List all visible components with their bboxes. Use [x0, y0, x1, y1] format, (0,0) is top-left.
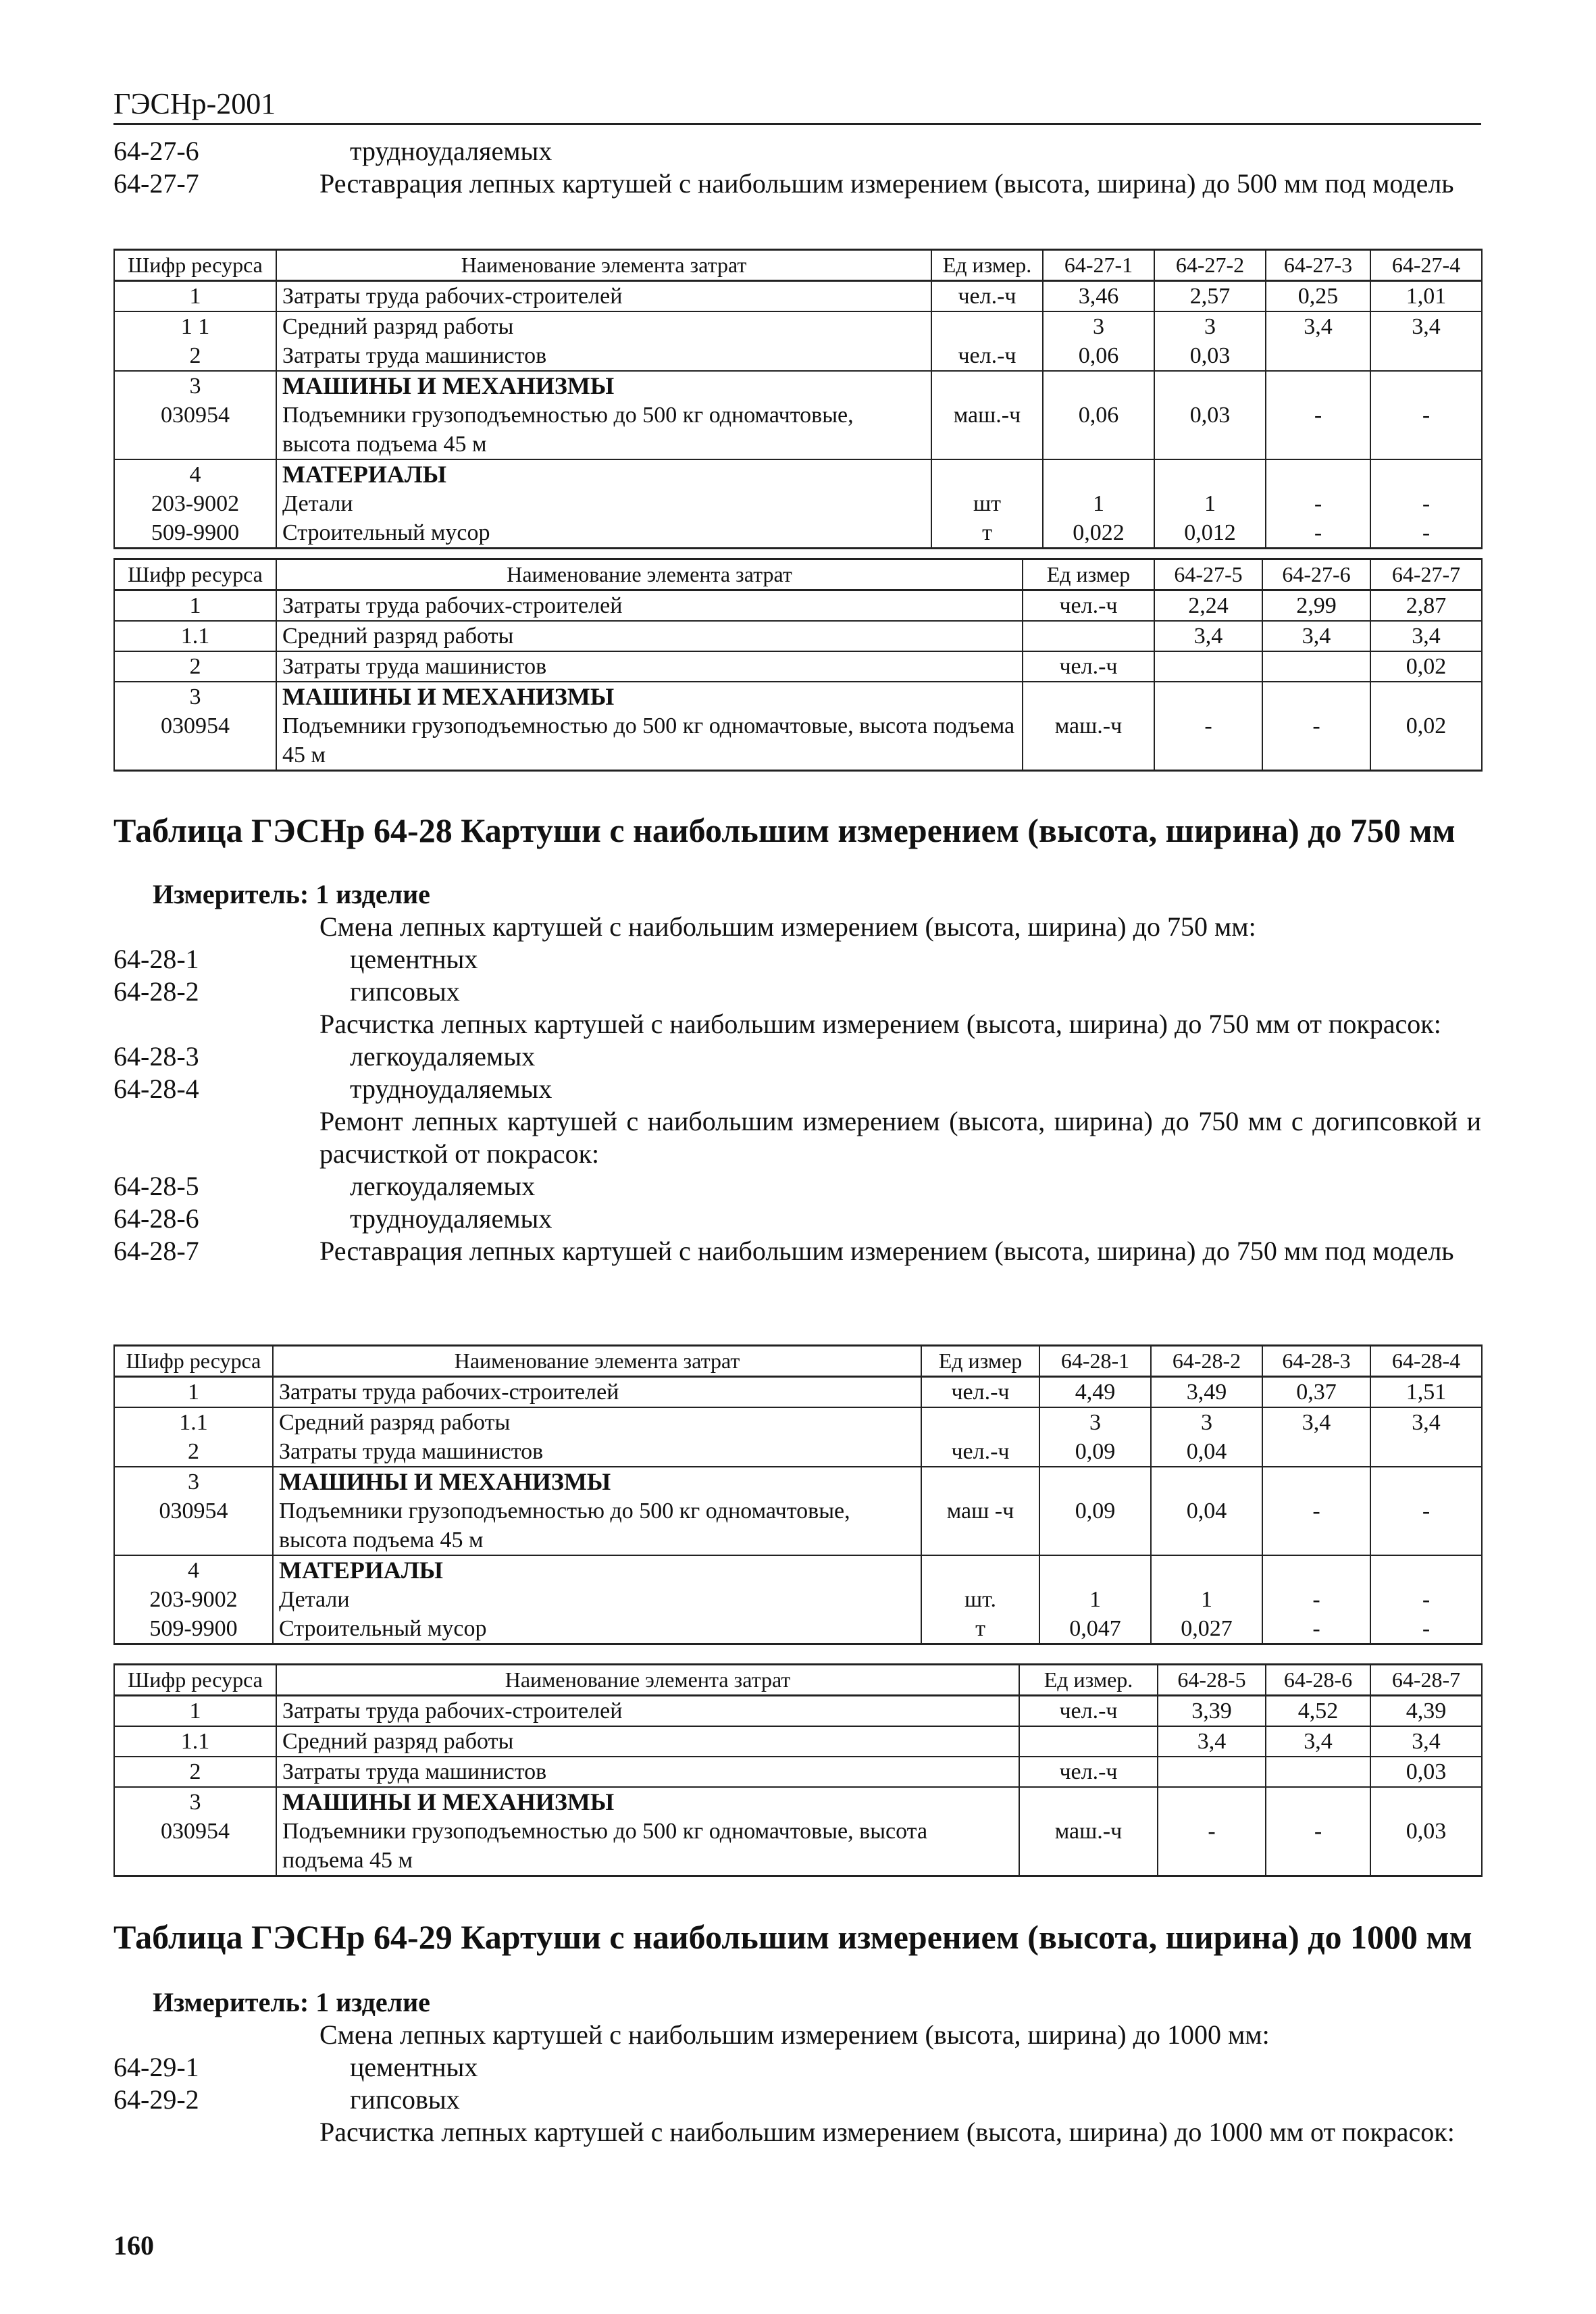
item-text: Смена лепных картушей с наибольшим измерением (высота, ширина) до 1000 мм:	[319, 2019, 1270, 2050]
table-cell: 3,4	[1370, 1726, 1482, 1757]
table-row	[114, 1817, 1482, 1876]
table-cell: 2	[114, 1437, 273, 1467]
table-cell: 1	[1154, 489, 1266, 518]
table-cell: 0,06	[1043, 401, 1154, 459]
table-cell	[1039, 1555, 1151, 1585]
table-cell: -	[1154, 711, 1262, 771]
table-cell	[1370, 1467, 1482, 1496]
table-cell	[1151, 1555, 1262, 1585]
table-cell: 3,4	[1370, 311, 1482, 341]
table-header-row	[114, 1665, 1482, 1696]
table-cell: -	[1266, 401, 1370, 459]
table-cell: -	[1370, 1585, 1482, 1614]
table-row	[114, 1496, 1482, 1555]
column-header: 64-27-7	[1370, 559, 1482, 590]
table-cell	[1262, 1437, 1370, 1467]
item-code: 64-28-6	[113, 1203, 199, 1234]
table-row	[114, 1467, 1482, 1496]
table-cell	[921, 1407, 1039, 1437]
list-item	[113, 2084, 1481, 2116]
table-cell: 3,4	[1262, 1407, 1370, 1437]
column-header: Наименование элемента затрат	[276, 559, 1023, 590]
table-row	[114, 371, 1482, 401]
table-cell	[1151, 1467, 1262, 1496]
table-cell: 1	[1043, 489, 1154, 518]
table-cell: 0,02	[1370, 711, 1482, 771]
table-cell	[1266, 341, 1370, 371]
table-cell: -	[1262, 1585, 1370, 1614]
table-cell: 0,09	[1039, 1437, 1151, 1467]
table-64-28-part1	[113, 1344, 1483, 1645]
item-text: Расчистка лепных картушей с наибольшим измерением (высота, ширина) до 750 мм от покрасок:	[319, 1009, 1441, 1039]
table-cell	[1266, 1757, 1370, 1787]
table-cell: 3	[114, 371, 276, 401]
table-row	[114, 1726, 1482, 1757]
table-cell: шт.	[921, 1585, 1039, 1614]
table-cell	[931, 459, 1043, 489]
table-cell: 0,03	[1154, 341, 1266, 371]
table-cell: 3,4	[1154, 621, 1262, 651]
list-item	[113, 1170, 1481, 1203]
table-cell: чел.-ч	[1023, 590, 1154, 622]
table-cell: 3,46	[1043, 281, 1154, 312]
table-cell: шт	[931, 489, 1043, 518]
table-cell: -	[1370, 489, 1482, 518]
column-header: Наименование элемента затрат	[273, 1346, 921, 1377]
item-text: легкоудаляемых	[350, 1171, 536, 1201]
table-cell: МАТЕРИАЛЫ	[273, 1555, 921, 1585]
table-cell: Затраты труда рабочих-строителей	[273, 1377, 921, 1408]
table-cell: чел.-ч	[931, 341, 1043, 371]
item-text: гипсовых	[350, 976, 460, 1007]
column-header: Ед измер	[1023, 559, 1154, 590]
table-cell: -	[1370, 518, 1482, 549]
table-cell: 2,99	[1262, 590, 1370, 622]
table-cell: Затраты труда машинистов	[276, 651, 1023, 682]
table-cell	[1158, 1787, 1266, 1817]
table-cell: 3,4	[1370, 1407, 1482, 1437]
item-code: 64-28-5	[113, 1171, 199, 1201]
running-header: ГЭСНр-2001	[113, 87, 276, 120]
table-cell: 0,047	[1039, 1614, 1151, 1644]
table-cell: Средний разряд работы	[276, 311, 931, 341]
list-item	[113, 168, 1481, 200]
table-cell: чел.-ч	[921, 1377, 1039, 1408]
item-code: 64-28-3	[113, 1041, 199, 1072]
table-cell: 0,03	[1370, 1817, 1482, 1876]
table-64-27-part1	[113, 249, 1483, 549]
column-header: Шифр ресурса	[114, 1346, 273, 1377]
table-cell: Затраты труда рабочих-строителей	[276, 281, 931, 312]
item-code: 64-28-7	[113, 1236, 199, 1266]
table-cell: 509-9900	[114, 518, 276, 549]
table-cell: 2	[114, 341, 276, 371]
table-cell: -	[1266, 518, 1370, 549]
table-cell: Средний разряд работы	[276, 621, 1023, 651]
item-code: 64-27-6	[113, 136, 199, 166]
table-64-29-title: Таблица ГЭСНр 64-29 Картуши с наибольшим измерением (высота, ширина) до 1000 мм	[113, 1918, 1472, 1956]
meter-label: Измеритель:	[153, 879, 309, 909]
table-cell: Детали	[276, 489, 931, 518]
table-cell: 1	[1151, 1585, 1262, 1614]
table-row	[114, 1787, 1482, 1817]
table-cell: 3	[1039, 1407, 1151, 1437]
column-header: Ед измер	[921, 1346, 1039, 1377]
top-item-list	[113, 135, 1481, 200]
table-cell: Затраты труда машинистов	[276, 1757, 1019, 1787]
table-cell	[921, 1467, 1039, 1496]
table-cell: 4	[114, 1555, 273, 1585]
table-cell: 1	[114, 590, 276, 622]
table-row	[114, 489, 1482, 518]
table-cell	[1370, 371, 1482, 401]
table-row	[114, 1696, 1482, 1727]
table-row	[114, 341, 1482, 371]
table-cell: 1,01	[1370, 281, 1482, 312]
table-cell	[931, 371, 1043, 401]
table-cell: -	[1266, 489, 1370, 518]
table-row	[114, 401, 1482, 459]
column-header: 64-27-4	[1370, 250, 1482, 281]
item-code	[113, 2019, 319, 2051]
table-cell: 2,87	[1370, 590, 1482, 622]
column-header: 64-28-7	[1370, 1665, 1482, 1696]
item-code	[113, 1105, 319, 1170]
table-cell: Средний разряд работы	[273, 1407, 921, 1437]
table-cell: -	[1266, 1817, 1370, 1876]
table-cell	[1019, 1726, 1158, 1757]
table-cell: Средний разряд работы	[276, 1726, 1019, 1757]
table-cell: 030954	[114, 711, 276, 771]
table-cell: 3,39	[1158, 1696, 1266, 1727]
table-cell	[1262, 651, 1370, 682]
table-cell: 1.1	[114, 1726, 276, 1757]
item-code	[113, 911, 319, 943]
table-cell	[1043, 371, 1154, 401]
item-text: гипсовых	[350, 2084, 460, 2115]
table-cell: 3,4	[1158, 1726, 1266, 1757]
page-number: 160	[113, 2230, 154, 2261]
column-header: 64-28-2	[1151, 1346, 1262, 1377]
table-64-28-title: Таблица ГЭСНр 64-28 Картуши с наибольшим измерением (высота, ширина) до 750 мм	[113, 811, 1456, 849]
table-cell: 2	[114, 651, 276, 682]
item-text: цементных	[350, 944, 478, 974]
table-cell	[1266, 1787, 1370, 1817]
column-header: 64-27-5	[1154, 559, 1262, 590]
table-cell: 4	[114, 459, 276, 489]
table-cell: маш.-ч	[1023, 711, 1154, 771]
table-cell: Строительный мусор	[276, 518, 931, 549]
item-text: трудноудаляемых	[350, 1203, 552, 1234]
table-cell: Подъемники грузоподъемностью до 500 кг одномачтовые, высота подъема 45 м	[273, 1496, 921, 1555]
table-cell	[1043, 459, 1154, 489]
table-row	[114, 311, 1482, 341]
item-text: легкоудаляемых	[350, 1041, 536, 1072]
table-cell: 1	[114, 1377, 273, 1408]
table-cell: 3	[114, 1787, 276, 1817]
table-cell: 0,022	[1043, 518, 1154, 549]
column-header: 64-28-6	[1266, 1665, 1370, 1696]
table-cell: Подъемники грузоподъемностью до 500 кг одномачтовые, высота подъема 45 м	[276, 711, 1023, 771]
table-cell: Затраты труда машинистов	[276, 341, 931, 371]
list-item	[113, 1073, 1481, 1105]
table-cell: МАШИНЫ И МЕХАНИЗМЫ	[276, 1787, 1019, 1817]
table-cell: Строительный мусор	[273, 1614, 921, 1644]
item-text: Ремонт лепных картушей с наибольшим измерением (высота, ширина) до 750 мм с догипсовкой и расчисткой от покрасок:	[319, 1106, 1481, 1169]
table-cell: 4,49	[1039, 1377, 1151, 1408]
item-text: трудноудаляемых	[350, 136, 552, 166]
item-text: Реставрация лепных картушей с наибольшим измерением (высота, ширина) до 500 мм под модель	[319, 168, 1454, 199]
table-row	[114, 1437, 1482, 1467]
table-cell: 0,012	[1154, 518, 1266, 549]
list-item	[113, 2019, 1481, 2051]
list-item	[113, 911, 1481, 943]
table-cell	[1154, 371, 1266, 401]
item-list-64-29	[113, 2019, 1481, 2148]
table-cell: 0,04	[1151, 1437, 1262, 1467]
column-header: Ед измер.	[931, 250, 1043, 281]
table-cell: маш.-ч	[931, 401, 1043, 459]
column-header: 64-27-1	[1043, 250, 1154, 281]
table-cell: Затраты труда рабочих-строителей	[276, 590, 1023, 622]
table-cell: 0,09	[1039, 1496, 1151, 1555]
table-cell: 030954	[114, 401, 276, 459]
table-cell: 203-9002	[114, 489, 276, 518]
table-cell: МАШИНЫ И МЕХАНИЗМЫ	[273, 1467, 921, 1496]
table-row	[114, 621, 1482, 651]
table-row	[114, 281, 1482, 312]
table-cell: Затраты труда рабочих-строителей	[276, 1696, 1019, 1727]
table-cell: чел.-ч	[1019, 1696, 1158, 1727]
table-cell	[1262, 1555, 1370, 1585]
column-header: 64-27-6	[1262, 559, 1370, 590]
table-cell	[1154, 459, 1266, 489]
table-cell: МАШИНЫ И МЕХАНИЗМЫ	[276, 682, 1023, 711]
table-cell	[1262, 682, 1370, 711]
column-header: 64-28-1	[1039, 1346, 1151, 1377]
meter-label: Измеритель:	[153, 1987, 309, 2017]
meter-64-29	[113, 1986, 1481, 2019]
list-item	[113, 1040, 1481, 1073]
column-header: Шифр ресурса	[114, 1665, 276, 1696]
table-cell: маш -ч	[921, 1496, 1039, 1555]
column-header: Наименование элемента затрат	[276, 250, 931, 281]
table-64-27-part2	[113, 558, 1483, 772]
table-cell: 1.1	[114, 621, 276, 651]
item-code: 64-28-1	[113, 944, 199, 974]
table-cell: 0,04	[1151, 1496, 1262, 1555]
table-header-row	[114, 1346, 1482, 1377]
table-cell: -	[1158, 1817, 1266, 1876]
meter-64-28	[113, 878, 1481, 911]
column-header: 64-28-5	[1158, 1665, 1266, 1696]
column-header: 64-27-3	[1266, 250, 1370, 281]
table-cell: т	[921, 1614, 1039, 1644]
item-code: 64-28-4	[113, 1074, 199, 1104]
table-cell: 509-9900	[114, 1614, 273, 1644]
table-header-row	[114, 559, 1482, 590]
table-row	[114, 1585, 1482, 1614]
table-cell: МАШИНЫ И МЕХАНИЗМЫ	[276, 371, 931, 401]
table-cell	[931, 311, 1043, 341]
table-cell: 4,39	[1370, 1696, 1482, 1727]
table-cell: Детали	[273, 1585, 921, 1614]
table-cell: -	[1262, 1614, 1370, 1644]
table-cell: МАТЕРИАЛЫ	[276, 459, 931, 489]
list-item	[113, 2116, 1481, 2148]
table-cell: 1,51	[1370, 1377, 1482, 1408]
table-cell: 030954	[114, 1817, 276, 1876]
table-cell: 3,4	[1266, 311, 1370, 341]
list-item	[113, 1203, 1481, 1235]
table-cell: 3,4	[1262, 621, 1370, 651]
item-code: 64-29-1	[113, 2052, 199, 2082]
table-cell	[1262, 1467, 1370, 1496]
item-code: 64-29-2	[113, 2084, 199, 2115]
table-cell	[1154, 651, 1262, 682]
table-cell: чел.-ч	[1019, 1757, 1158, 1787]
table-cell: 3	[1154, 311, 1266, 341]
table-cell	[1023, 682, 1154, 711]
table-cell: Подъемники грузоподъемностью до 500 кг одномачтовые, высота подъема 45 м	[276, 1817, 1019, 1876]
table-cell: 3,4	[1370, 621, 1482, 651]
table-cell: чел.-ч	[921, 1437, 1039, 1467]
table-row	[114, 590, 1482, 622]
item-code	[113, 1008, 319, 1040]
table-cell: Подъемники грузоподъемностью до 500 кг одномачтовые, высота подъема 45 м	[276, 401, 931, 459]
table-cell	[1154, 682, 1262, 711]
item-text: трудноудаляемых	[350, 1074, 552, 1104]
table-cell: 3	[114, 682, 276, 711]
table-cell: 1	[114, 281, 276, 312]
table-cell: т	[931, 518, 1043, 549]
item-text: Реставрация лепных картушей с наибольшим измерением (высота, ширина) до 750 мм под модель	[319, 1236, 1454, 1266]
table-row	[114, 1407, 1482, 1437]
table-cell: 0,03	[1370, 1757, 1482, 1787]
table-cell: -	[1370, 401, 1482, 459]
column-header: 64-28-4	[1370, 1346, 1482, 1377]
table-cell	[1370, 1437, 1482, 1467]
table-cell: -	[1370, 1496, 1482, 1555]
table-cell: 1 1	[114, 311, 276, 341]
table-cell: 2	[114, 1757, 276, 1787]
list-item	[113, 1105, 1481, 1170]
column-header: Шифр ресурса	[114, 250, 276, 281]
table-cell	[1370, 1555, 1482, 1585]
table-row	[114, 1377, 1482, 1408]
table-cell: 1.1	[114, 1407, 273, 1437]
table-cell: 1	[114, 1696, 276, 1727]
column-header: Ед измер.	[1019, 1665, 1158, 1696]
table-cell: Затраты труда машинистов	[273, 1437, 921, 1467]
table-cell	[1370, 341, 1482, 371]
meter-value: 1 изделие	[315, 879, 430, 909]
item-code: 64-28-2	[113, 976, 199, 1007]
table-cell	[1023, 621, 1154, 651]
meter-value: 1 изделие	[315, 1987, 430, 2017]
table-cell: 2,24	[1154, 590, 1262, 622]
column-header: 64-28-3	[1262, 1346, 1370, 1377]
table-row	[114, 711, 1482, 771]
table-row	[114, 682, 1482, 711]
table-cell: 0,06	[1043, 341, 1154, 371]
table-cell: 3	[1151, 1407, 1262, 1437]
table-cell: 030954	[114, 1496, 273, 1555]
list-item	[113, 976, 1481, 1008]
table-cell: маш.-ч	[1019, 1817, 1158, 1876]
column-header: Наименование элемента затрат	[276, 1665, 1019, 1696]
table-cell: чел.-ч	[931, 281, 1043, 312]
table-cell	[1370, 1787, 1482, 1817]
list-item	[113, 135, 1481, 168]
item-text: цементных	[350, 2052, 478, 2082]
table-row	[114, 459, 1482, 489]
table-cell	[1266, 371, 1370, 401]
item-text: Расчистка лепных картушей с наибольшим измерением (высота, ширина) до 1000 мм от покрасок:	[319, 2117, 1455, 2147]
item-list-64-28	[113, 911, 1481, 1267]
table-row	[114, 1757, 1482, 1787]
table-64-28-part2	[113, 1663, 1483, 1877]
table-cell: 0,25	[1266, 281, 1370, 312]
table-cell: 2,57	[1154, 281, 1266, 312]
table-row	[114, 518, 1482, 549]
table-cell	[1039, 1467, 1151, 1496]
table-row	[114, 1555, 1482, 1585]
table-row	[114, 651, 1482, 682]
table-cell	[1266, 459, 1370, 489]
list-item	[113, 1235, 1481, 1267]
list-item	[113, 943, 1481, 976]
table-cell: 0,37	[1262, 1377, 1370, 1408]
column-header: Шифр ресурса	[114, 559, 276, 590]
table-cell: 4,52	[1266, 1696, 1370, 1727]
table-cell: 3	[1043, 311, 1154, 341]
table-cell	[1158, 1757, 1266, 1787]
column-header: 64-27-2	[1154, 250, 1266, 281]
table-cell: 1	[1039, 1585, 1151, 1614]
table-cell: -	[1370, 1614, 1482, 1644]
table-cell: 0,027	[1151, 1614, 1262, 1644]
table-cell	[1019, 1787, 1158, 1817]
list-item	[113, 1008, 1481, 1040]
table-cell: 3,49	[1151, 1377, 1262, 1408]
table-cell	[1370, 459, 1482, 489]
item-code	[113, 2116, 319, 2148]
table-cell: чел.-ч	[1023, 651, 1154, 682]
table-header-row	[114, 250, 1482, 281]
table-cell: 0,03	[1154, 401, 1266, 459]
table-cell: 0,02	[1370, 651, 1482, 682]
item-code: 64-27-7	[113, 168, 199, 199]
table-row	[114, 1614, 1482, 1644]
list-item	[113, 2051, 1481, 2084]
table-cell: 3,4	[1266, 1726, 1370, 1757]
table-cell	[921, 1555, 1039, 1585]
item-text: Смена лепных картушей с наибольшим измерением (высота, ширина) до 750 мм:	[319, 911, 1256, 942]
table-cell: -	[1262, 1496, 1370, 1555]
table-cell: 203-9002	[114, 1585, 273, 1614]
table-cell: -	[1262, 711, 1370, 771]
table-cell	[1370, 682, 1482, 711]
header-rule	[113, 123, 1481, 125]
table-cell: 3	[114, 1467, 273, 1496]
